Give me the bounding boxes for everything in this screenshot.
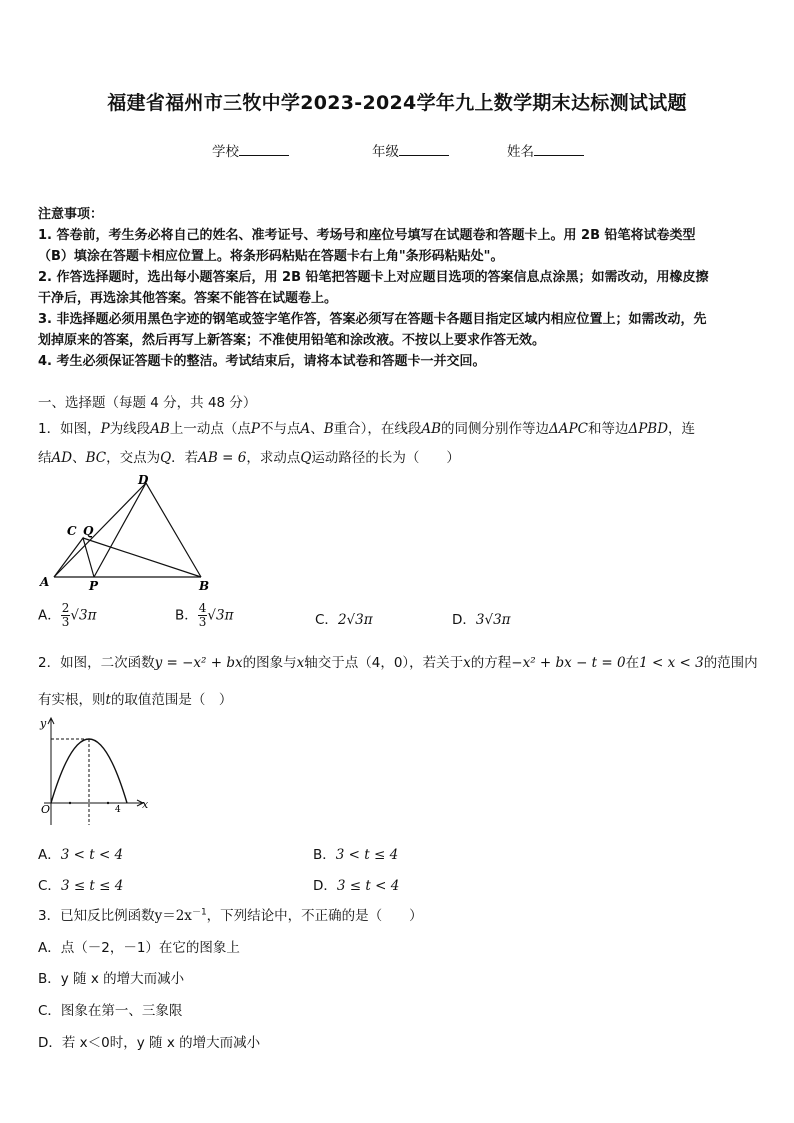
notes-line: 干净后，再选涂其他答案。答案不能答在试题卷上。 <box>38 291 338 306</box>
name-blank[interactable] <box>534 142 584 156</box>
name-label: 姓名 <box>507 144 534 160</box>
grade-blank[interactable] <box>399 142 449 156</box>
label-Q: Q <box>83 524 94 538</box>
q1-option-a[interactable]: A． $\frac{2}{3}$ √3π <box>38 601 97 629</box>
label-P: P <box>89 579 99 593</box>
notes-line: 2. 作答选择题时，选出每小题答案后，用 2B 铅笔把答题卡上对应题目选项的答案信息点涂黑；如需改动，用橡皮擦 <box>38 270 709 285</box>
school-field[interactable] <box>212 140 289 160</box>
q2-parabola-figure <box>38 713 158 828</box>
q2-option-c[interactable]: C．3 ≤ t ≤ 4 <box>38 878 124 894</box>
label-x: x <box>142 798 149 811</box>
notes-heading: 注意事项： <box>38 207 104 222</box>
label-D: D <box>138 473 149 487</box>
q1-option-d[interactable]: D．3√3π <box>452 612 511 628</box>
q3-option-a[interactable]: A．点（－2，－1）在它的图象上 <box>38 940 240 956</box>
label-C: C <box>67 524 77 538</box>
q2-stem-line1: 2．如图，二次函数y = −x² + bx的图象与x轴交于点（4，0），若关于x的方程−x² + bx − t = 0在1 < x < 3的范围内 <box>38 655 758 671</box>
label-y: y <box>40 717 47 730</box>
q1-triangle-figure <box>36 470 226 595</box>
notes-line: 划掉原来的答案，然后再写上新答案；不准使用铅笔和涂改液。不按以上要求作答无效。 <box>38 333 546 348</box>
q2-stem-line2: 有实根，则t的取值范围是（ ） <box>38 692 233 708</box>
segment-BC <box>83 538 201 577</box>
tick-3 <box>107 802 109 804</box>
notes-line: 4. 考生必须保证答题卡的整洁。考试结束后，请将本试卷和答题卡一并交回。 <box>38 354 486 369</box>
q2-option-d[interactable]: D．3 ≤ t < 4 <box>313 878 400 894</box>
q1-stem-line1: 1．如图，P为线段AB上一动点（点P不与点A、B重合），在线段AB的同侧分别作等边ΔAPC和等边ΔPBD，连 <box>38 421 696 437</box>
label-4: 4 <box>115 805 121 815</box>
q1-option-c[interactable]: C．2√3π <box>315 612 373 628</box>
label-O: O <box>41 803 51 816</box>
q2-option-b[interactable]: B．3 < t ≤ 4 <box>313 847 399 863</box>
notes-line: 3. 非选择题必须用黑色字迹的钢笔或签字笔作答，答案必须写在答题卡各题目指定区域内相应位置上；如需改动，先 <box>38 312 707 327</box>
name-field[interactable] <box>507 140 584 160</box>
label-B: B <box>199 579 210 593</box>
q3-stem: 3．已知反比例函数$y=2x^{-1}$，下列结论中，不正确的是（ ） <box>38 907 423 924</box>
q2-option-a[interactable]: A．3 < t < 4 <box>38 847 124 863</box>
section-heading: 一、选择题（每题 4 分，共 48 分） <box>38 395 257 411</box>
q3-option-d[interactable]: D．若 x＜0时，y 随 x 的增大而减小 <box>38 1035 261 1051</box>
segment-PDB <box>94 483 201 577</box>
school-blank[interactable] <box>239 142 289 156</box>
q3-option-b[interactable]: B．y 随 x 的增大而减小 <box>38 971 185 987</box>
grade-label: 年级 <box>372 144 399 160</box>
q1-option-b[interactable]: B． $\frac{4}{3}$ √3π <box>175 601 234 629</box>
page-title: 福建省福州市三牧中学2023-2024学年九上数学期末达标测试试题 <box>107 92 687 114</box>
grade-field[interactable] <box>372 140 449 160</box>
tick-1 <box>69 802 71 804</box>
school-label: 学校 <box>212 144 239 160</box>
q3-option-c[interactable]: C．图象在第一、三象限 <box>38 1003 183 1019</box>
q1-stem-line2: 结AD、BC，交点为Q．若AB = 6，求动点Q运动路径的长为（ ） <box>38 450 460 466</box>
notes-line: （B）填涂在答题卡相应位置上。将条形码粘贴在答题卡右上角"条形码粘贴处"。 <box>38 249 504 264</box>
notes-line: 1. 答卷前，考生务必将自己的姓名、准考证号、考场号和座位号填写在试题卷和答题卡上。用 2B 铅笔将试卷类型 <box>38 228 696 243</box>
label-A: A <box>40 575 50 589</box>
